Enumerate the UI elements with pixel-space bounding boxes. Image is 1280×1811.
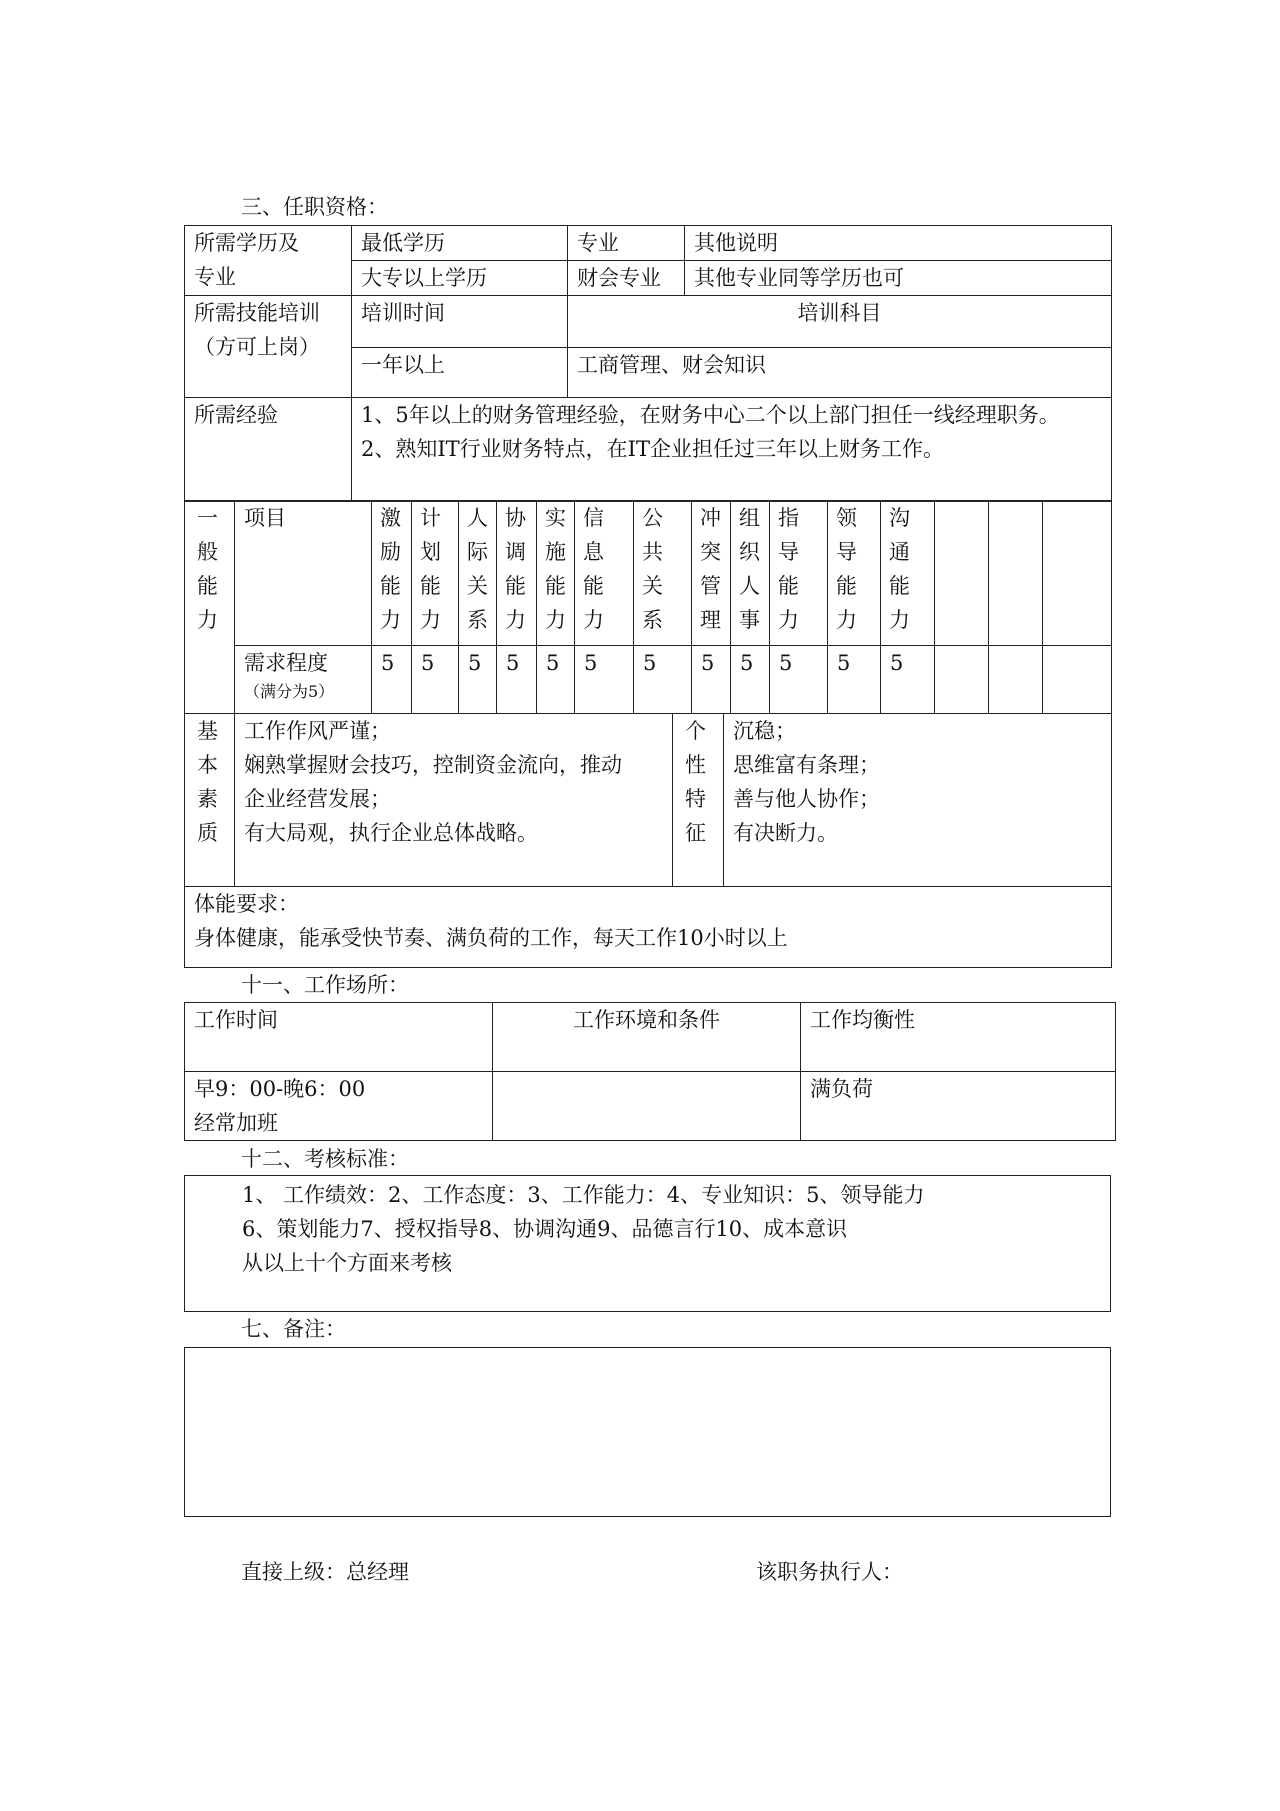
general-ability-char: 能: [197, 574, 218, 598]
ability-header: [575, 501, 634, 646]
empty-demand-cell: [935, 646, 989, 714]
basic-quality-line: 工作作风严谨；: [244, 719, 391, 743]
ability-header: [372, 501, 412, 646]
ability-char: 能: [583, 574, 604, 598]
general-ability-char: 般: [197, 540, 218, 564]
ability-char: 系: [642, 608, 663, 632]
supervisor-label: 直接上级：总经理: [241, 1560, 409, 1584]
experience-line: 1、5年以上的财务管理经验，在财务中心二个以上部门担任一线经理职务。: [361, 403, 1060, 427]
ability-char: 共: [642, 540, 663, 564]
major-value: 财会专业: [568, 261, 685, 296]
work-time-line: 早9：00-晚6：00: [194, 1077, 366, 1101]
basic-quality-line: 有大局观，执行企业总体战略。: [244, 821, 538, 845]
training-subject-value: 工商管理、财会知识: [568, 348, 1112, 398]
empty-ability-cell: [935, 501, 989, 646]
ability-header: [537, 501, 575, 646]
ability-char: 能: [505, 574, 526, 598]
assessment-line: 从以上十个方面来考核: [242, 1251, 452, 1275]
experience-line: 2、熟知IT行业财务特点，在IT企业担任过三年以上财务工作。: [361, 437, 944, 461]
ability-char: 划: [420, 540, 441, 564]
ability-char: 计: [420, 506, 441, 530]
ability-char: 能: [778, 574, 799, 598]
training-label: [185, 296, 352, 398]
ability-char: 突: [700, 540, 721, 564]
education-label-line: 专业: [194, 265, 236, 289]
assessment-line: 1、 工作绩效：2、工作态度：3、工作能力：4、专业知识：5、领导能力: [242, 1183, 925, 1207]
basic-quality-char: 基: [197, 719, 218, 743]
work-environment-value: [493, 1072, 801, 1141]
personality-char: 个: [685, 719, 706, 743]
ability-header: [412, 501, 459, 646]
ability-char: 沟: [889, 506, 910, 530]
empty-ability-cell: [1043, 501, 1112, 646]
ability-char: 力: [505, 608, 526, 632]
ability-char: 息: [583, 540, 604, 564]
ability-char: 指: [778, 506, 799, 530]
personality-line: 沉稳；: [733, 719, 796, 743]
work-time-value: [185, 1072, 493, 1141]
section-7-heading: 七、备注：: [241, 1317, 346, 1341]
demand-value: 5: [634, 646, 692, 714]
section-3-heading: 三、任职资格：: [241, 195, 388, 219]
ability-header: [634, 501, 692, 646]
ability-char: 理: [700, 608, 721, 632]
ability-char: 能: [420, 574, 441, 598]
ability-char: 力: [380, 608, 401, 632]
ability-char: 际: [467, 540, 488, 564]
executor-label: 该职务执行人：: [756, 1560, 903, 1584]
remarks-content: [185, 1348, 1110, 1356]
section-12-heading: 十二、考核标准：: [241, 1147, 409, 1171]
personality-char: 性: [685, 753, 706, 777]
physical-requirement: [185, 887, 1112, 968]
work-time-line: 经常加班: [194, 1111, 278, 1135]
general-ability-char: 一: [197, 506, 218, 530]
demand-value: 5: [412, 646, 459, 714]
demand-value: 5: [459, 646, 497, 714]
other-value: 其他专业同等学历也可: [685, 261, 1112, 296]
ability-char: 协: [505, 506, 526, 530]
ability-char: 系: [467, 608, 488, 632]
basic-quality-line: 企业经营发展；: [244, 787, 391, 811]
personality-line: 善与他人协作；: [733, 787, 880, 811]
section-11-heading: 十一、工作场所：: [241, 973, 409, 997]
ability-char: 人: [467, 506, 488, 530]
ability-header: [770, 501, 828, 646]
qualification-table: [184, 225, 1112, 502]
ability-char: 能: [380, 574, 401, 598]
basic-quality-char: 本: [197, 753, 218, 777]
demand-label-text: 需求程度: [244, 651, 328, 675]
ability-char: 信: [583, 506, 604, 530]
physical-value: 身体健康，能承受快节奏、满负荷的工作，每天工作10小时以上: [194, 926, 788, 950]
training-label-line: （方可上岗）: [194, 335, 320, 359]
ability-char: 组: [739, 506, 760, 530]
work-balance-value: 满负荷: [801, 1072, 1116, 1141]
basic-quality-value: [235, 714, 673, 887]
demand-value: 5: [828, 646, 881, 714]
demand-value: 5: [497, 646, 537, 714]
ability-char: 通: [889, 540, 910, 564]
personality-value: [724, 714, 1112, 887]
ability-char: 能: [836, 574, 857, 598]
work-time-header: 工作时间: [185, 1003, 493, 1072]
demand-value: 5: [692, 646, 731, 714]
demand-value: 5: [731, 646, 770, 714]
general-ability-char: 力: [197, 608, 218, 632]
training-subject-header: 培训科目: [568, 296, 1112, 348]
ability-char: 力: [545, 608, 566, 632]
personality-label: [673, 714, 724, 887]
other-header: 其他说明: [685, 226, 1112, 261]
ability-char: 导: [778, 540, 799, 564]
ability-char: 管: [700, 574, 721, 598]
ability-char: 公: [642, 506, 663, 530]
min-edu-header: 最低学历: [352, 226, 568, 261]
personality-char: 特: [685, 787, 706, 811]
basic-quality-char: 质: [197, 821, 218, 845]
ability-char: 实: [545, 506, 566, 530]
work-environment-header: 工作环境和条件: [493, 1003, 801, 1072]
ability-char: 调: [505, 540, 526, 564]
ability-char: 力: [778, 608, 799, 632]
ability-char: 织: [739, 540, 760, 564]
demand-value: 5: [575, 646, 634, 714]
min-edu-value: 大专以上学历: [352, 261, 568, 296]
ability-header: [731, 501, 770, 646]
training-time-header: 培训时间: [352, 296, 568, 348]
demand-value: 5: [537, 646, 575, 714]
training-time-value: 一年以上: [352, 348, 568, 398]
ability-char: 领: [836, 506, 857, 530]
physical-label: 体能要求：: [194, 892, 299, 916]
ability-header: [828, 501, 881, 646]
experience-value: [352, 398, 1112, 502]
ability-char: 人: [739, 574, 760, 598]
ability-char: 励: [380, 540, 401, 564]
demand-value: 5: [881, 646, 935, 714]
remarks-box: [184, 1347, 1111, 1517]
empty-demand-cell: [989, 646, 1043, 714]
ability-char: 冲: [700, 506, 721, 530]
assessment-box: [184, 1175, 1111, 1312]
general-ability-label: [185, 501, 235, 714]
work-balance-header: 工作均衡性: [801, 1003, 1116, 1072]
assessment-line: 6、策划能力7、授权指导8、协调沟通9、品德言行10、成本意识: [242, 1217, 848, 1241]
education-label-line: 所需学历及: [194, 231, 299, 255]
ability-char: 能: [545, 574, 566, 598]
demand-note: （满分为5）: [244, 682, 335, 701]
education-label: [185, 226, 352, 296]
ability-char: 力: [836, 608, 857, 632]
personality-char: 征: [685, 821, 706, 845]
ability-char: 力: [583, 608, 604, 632]
ability-char: 关: [467, 574, 488, 598]
ability-char: 能: [889, 574, 910, 598]
personality-line: 思维富有条理；: [733, 753, 880, 777]
demand-value: 5: [372, 646, 412, 714]
ability-header: [497, 501, 537, 646]
major-header: 专业: [568, 226, 685, 261]
ability-char: 施: [545, 540, 566, 564]
ability-header: [692, 501, 731, 646]
workplace-table: [184, 1002, 1116, 1141]
ability-char: 力: [889, 608, 910, 632]
ability-char: 关: [642, 574, 663, 598]
ability-char: 力: [420, 608, 441, 632]
demand-label: [235, 646, 372, 714]
ability-table: [184, 500, 1112, 714]
experience-label: 所需经验: [185, 398, 352, 502]
empty-demand-cell: [1043, 646, 1112, 714]
quality-table: [184, 713, 1112, 968]
demand-value: 5: [770, 646, 828, 714]
ability-header: [881, 501, 935, 646]
basic-quality-line: 娴熟掌握财会技巧，控制资金流向，推动: [244, 753, 622, 777]
ability-char: 导: [836, 540, 857, 564]
basic-quality-label: [185, 714, 235, 887]
ability-char: 激: [380, 506, 401, 530]
ability-header: [459, 501, 497, 646]
training-label-line: 所需技能培训: [194, 301, 320, 325]
personality-line: 有决断力。: [733, 821, 838, 845]
ability-char: 事: [739, 608, 760, 632]
item-label: 项目: [235, 501, 372, 646]
basic-quality-char: 素: [197, 787, 218, 811]
empty-ability-cell: [989, 501, 1043, 646]
